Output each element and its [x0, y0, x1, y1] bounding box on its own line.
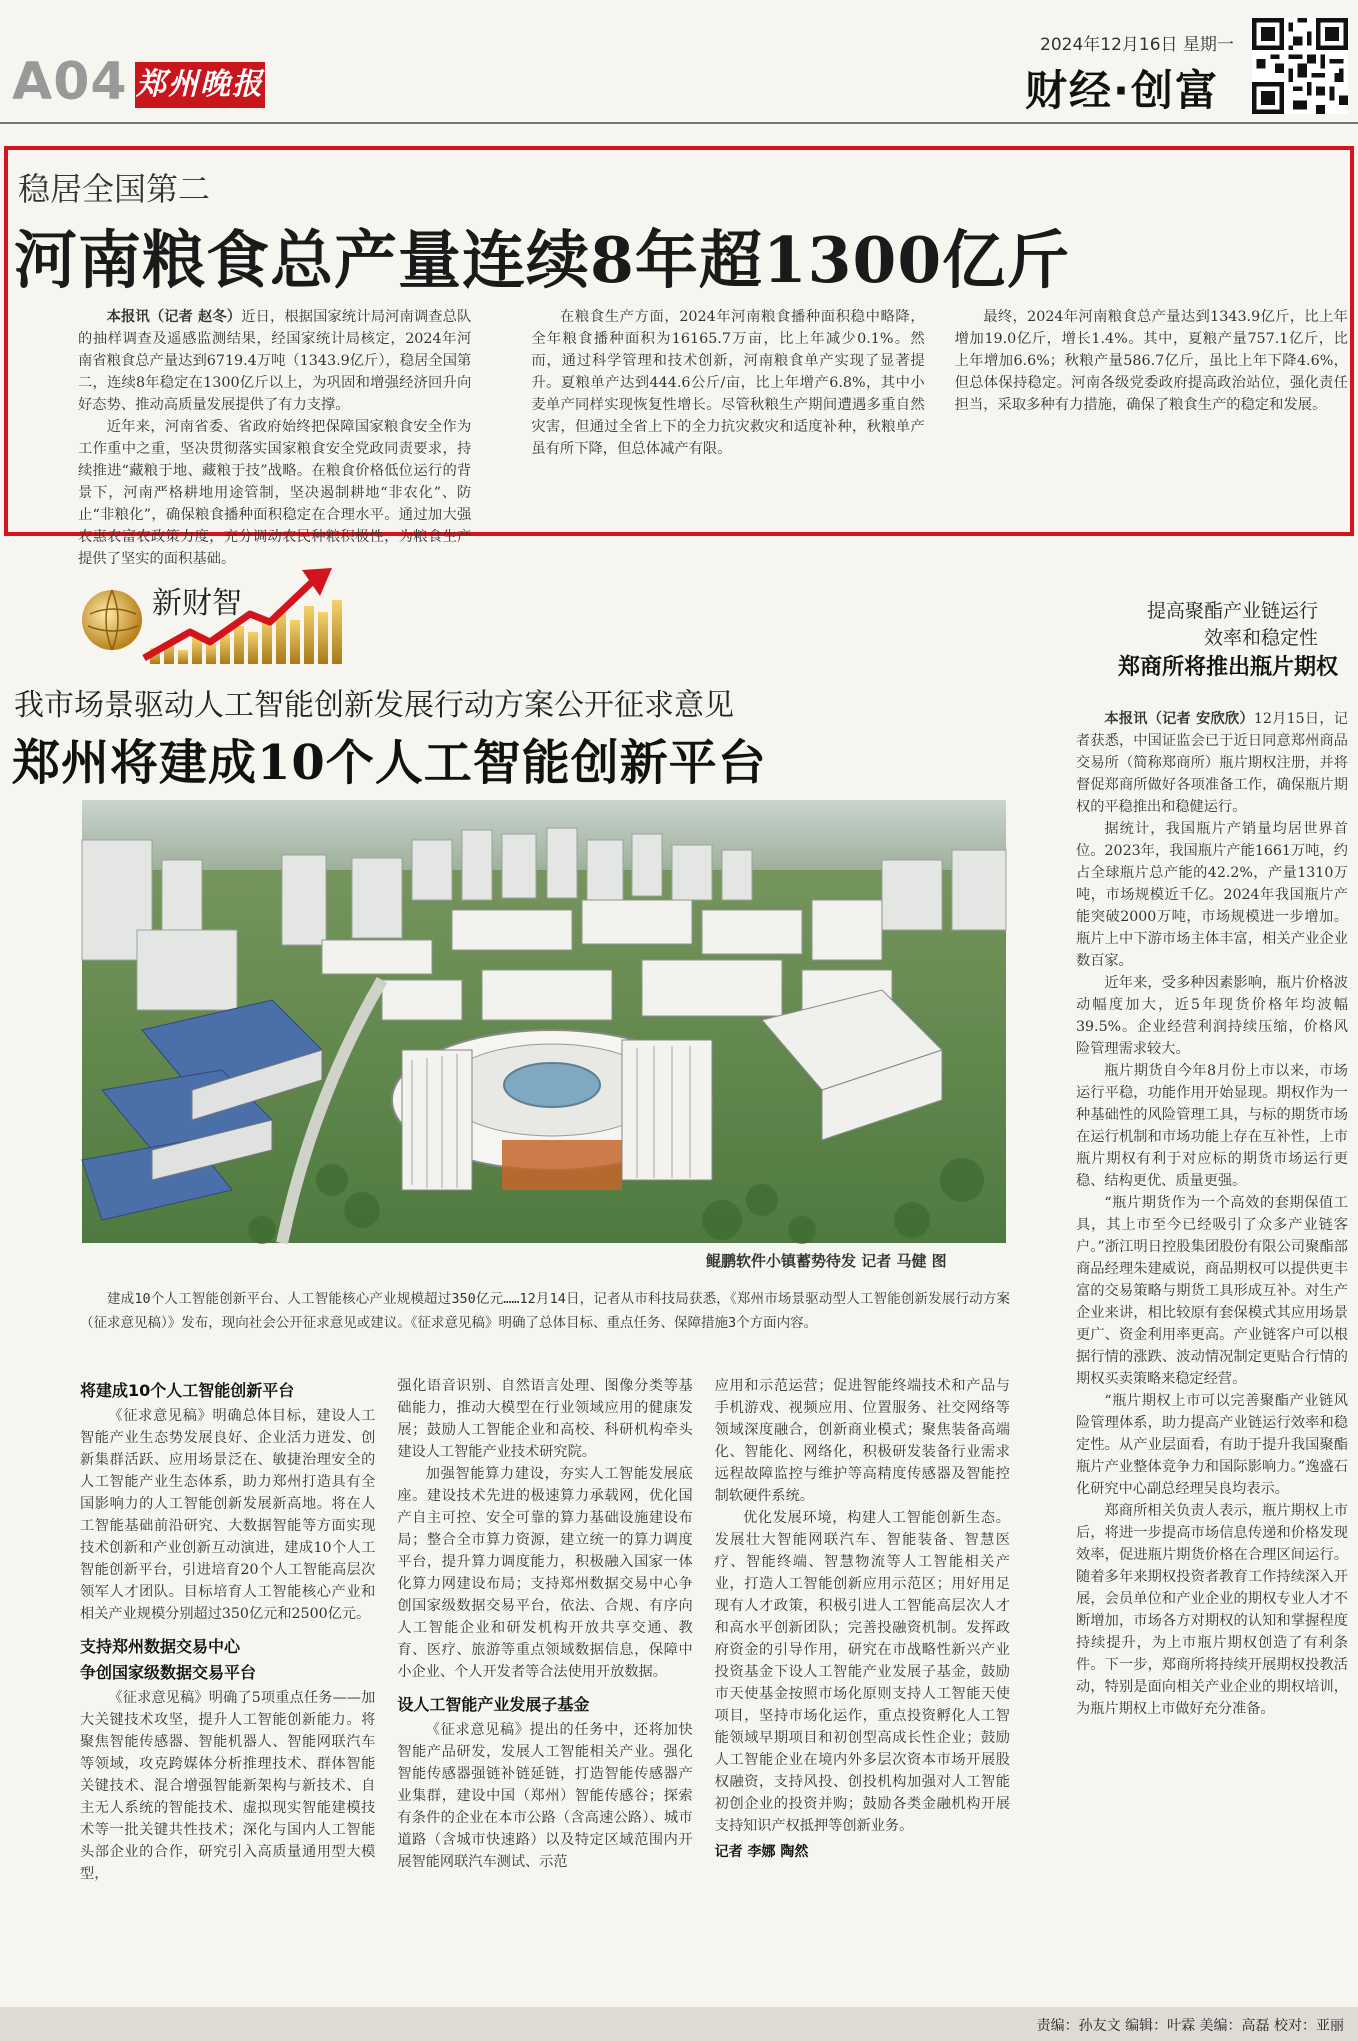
side-story-paragraph: 据统计，我国瓶片产销量均居世界首位。2023年，我国瓶片产能1661万吨，约占全球瓶片总产能的42.2%，产量1310万吨，市场规模近千亿。2024年我国瓶片产能突破2000万吨，市场规模进一步增加。瓶片上中下游市场主体丰富，相关产业企业数百家。: [1076, 821, 1348, 969]
top-story-headline: 河南粮食总产量连续8年超1300亿斤: [14, 223, 1071, 297]
top-story-paragraph: 最终，2024年河南粮食总产量达到1343.9亿斤，比上年增加19.0亿斤，增长1.4%。其中，夏粮产量757.1亿斤，比上年增加6.6%；秋粮产量586.7亿斤，虽比上年下降4.6%，但总体保持稳定。河南各级党委政府提高政治站位，强化责任担当，采取多种有力措施，确保了粮食生产的稳定和发展。: [954, 309, 1348, 413]
top-story-kicker: 稳居全国第二: [18, 170, 211, 208]
top-story-paragraph: 近年来，河南省委、省政府始终把保障国家粮食安全作为工作重中之重，坚决贯彻落实国家粮食安全党政同责要求，持续推进“藏粮于地、藏粮于技”战略。在粮食价格低位运行的背景下，河南严格耕地用途管制，坚决遏制耕地“非农化”、防止“非粮化”，确保粮食播种面积稳定在合理水平。通过加大强农惠农富农政策力度，充分调动农民种粮积极性，为粮食生产提供了坚实的面积基础。: [78, 419, 472, 567]
side-story-byline: 本报讯（记者 安欣欣）: [1104, 711, 1254, 727]
ai-story-headline: 郑州将建成10个人工智能创新平台: [12, 735, 767, 791]
section-title: 财经·创富: [1025, 66, 1219, 115]
top-story-paragraph: 在粮食生产方面，2024年河南粮食播种面积稳中略降，全年粮食播种面积为16165.7万亩，比上年减少0.1%。然而，通过科学管理和技术创新，河南粮食单产实现了显著提升。夏粮单产达到444.6公斤/亩，比上年增产6.8%，其中小麦单产同样实现恢复性增长。尽管秋粮生产期间遭遇多重自然灾害，但通过全省上下的全力抗灾救灾和适度补种，秋粮单产虽有所下降，但总体减产有限。: [531, 309, 925, 457]
paper-logo: 郑州晚报: [135, 62, 265, 108]
side-story-paragraph: 近年来，受多种因素影响，瓶片价格波动幅度加大，近5年现货价格年均波幅39.5%。企业经营利润持续压缩，价格风险管理需求较大。: [1076, 975, 1348, 1057]
side-story-kicker: 提高聚酯产业链运行: [1146, 600, 1318, 622]
ai-story-lede: 建成10个人工智能创新平台、人工智能核心产业规模超过350亿元……12月14日，记者从市科技局获悉，《郑州市场景驱动型人工智能创新发展行动方案（征求意见稿）》发布，现向社会公开征求意见或建议。《征求意见稿》明确了总体目标、重点任务、保障措施3个方面内容。: [80, 1291, 1010, 1331]
ai-story-kicker: 我市场景驱动人工智能创新发展行动方案公开征求意见: [14, 688, 734, 723]
ai-story-column: [715, 1375, 1010, 2025]
photo-caption: 鲲鹏软件小镇蓄势待发 记者 马健 图: [706, 1252, 947, 1270]
side-story-body: [1076, 708, 1348, 1720]
issue-date: 2024年12月16日 星期一: [1040, 35, 1234, 55]
qr-code-icon: [1252, 18, 1348, 114]
ai-reporter: 记者 李娜 陶然: [714, 1844, 809, 1860]
column-banner: [80, 560, 360, 668]
ai-paragraph: 优化发展环境，构建人工智能创新生态。发展壮大智能网联汽车、智能装备、智慧医疗、智能终端、智慧物流等人工智能相关产业，打造人工智能创新应用示范区；用好用足现有人才政策，积极引进人工智能高层次人才和高水平创新团队；完善投融资机制。发挥政府资金的引导作用，研究在市战略性新兴产业投资基金下设人工智能产业发展子基金，鼓励市天使基金按照市场化原则支持人工智能天使项目，坚持市场化运作，重点投资孵化人工智能领域早期项目和初创型高成长性企业；鼓励人工智能企业在境内外多层次资本市场开展股权融资，支持风投、创投机构加强对人工智能初创企业的投资并购；鼓励各类金融机构开展支持知识产权抵押等创新业务。: [714, 1510, 1010, 1834]
ai-story-body: [80, 1375, 1010, 2025]
masthead-rule: [0, 122, 1358, 124]
news-photo: [82, 800, 1006, 1243]
side-story-paragraph: 瓶片期货自今年8月份上市以来，市场运行平稳，功能作用开始显现。期权作为一种基础性的风险管理工具，与标的期货市场在运行机制和市场功能上存在互补性，上市瓶片期权有利于对应标的期货市场运行更稳、结构更优、质量更强。: [1076, 1063, 1348, 1189]
top-story-box: [4, 146, 1354, 567]
top-story-paragraph: 近日，根据国家统计局河南调查总队的抽样调查及遥感监测结果，经国家统计局核定，2024年河南省粮食总产量达到6719.4万吨（1343.9亿斤），稳居全国第二，连续8年稳定在1300亿斤以上，为巩固和增强经济回升向好态势、推动高质量发展提供了有力支撑。: [78, 309, 472, 413]
ai-subhead: 将建成10个人工智能创新平台: [80, 1381, 295, 1400]
page-footer: [0, 2007, 1358, 2041]
ai-story-column: [397, 1375, 692, 2025]
ai-subhead: 支持郑州数据交易中心: [80, 1637, 241, 1656]
side-story-headline: 郑商所将推出瓶片期权: [1117, 655, 1338, 680]
ai-paragraph: 《征求意见稿》明确了5项重点任务——加大关键技术攻坚，提升人工智能创新能力。将聚焦智能传感器、智能机器人、智能网联汽车等领域，攻克跨媒体分析推理技术、群体智能关键技术、混合增强智能新架构与新技术、自主无人系统的智能技术、虚拟现实智能建模技术等一批关键共性技术；深化与国内人工智能头部企业的合作，研究引入高质量通用型大模型，: [80, 1690, 376, 1882]
top-story-column: [78, 306, 472, 567]
masthead: [0, 0, 1358, 120]
top-story-column: [955, 306, 1348, 526]
side-story-paragraph: “瓶片期货作为一个高效的套期保值工具，其上市至今已经吸引了众多产业链客户。”浙江明日控股集团股份有限公司聚酯部商品经理朱建威说，商品期权可以提供更丰富的交易策略与期货工具形成互补。对生产企业来讲，相比较原有套保模式其应用场景更广、资金利用率更高。产业链客户可以根据行情的涨跌、波动情况制定更贴合行情的期权买卖策略来稳定经营。: [1076, 1195, 1348, 1387]
ai-subhead: 设人工智能产业发展子基金: [397, 1695, 590, 1714]
ai-paragraph: 应用和示范运营；促进智能终端技术和产品与手机游戏、视频应用、位置服务、社交网络等领域深度融合，创新商业模式；聚焦装备高端化、智能化、网络化，积极研发装备行业需求远程故障监控与维护等高精度传感器及智能控制软硬件系统。: [714, 1378, 1010, 1504]
page-number: A04: [12, 52, 128, 112]
ai-paragraph: 强化语音识别、自然语言处理、图像分类等基础能力，推动大模型在行业领域应用的健康发展；鼓励人工智能企业和高校、科研机构牵头建设人工智能产业技术研究院。: [397, 1378, 693, 1460]
ai-paragraph: 《征求意见稿》明确总体目标，建设人工智能产业生态势发展良好、企业活力迸发、创新集群活跃、应用场景泛在、敏捷治理安全的人工智能产业生态体系，助力郑州打造具有全国影响力的人工智能创新发展新高地。将在人工智能基础前沿研究、大数据智能等方面实现技术创新和产业创新互动演进，建成10个人工智能创新平台，引进培育20个人工智能高层次领军人才团队。目标培育人工智能核心产业和相关产业规模分别超过350亿元和2500亿元。: [80, 1408, 376, 1622]
ai-paragraph: 加强智能算力建设，夯实人工智能发展底座。建设技术先进的极速算力承载网，优化国产自主可控、安全可靠的算力基础设施建设布局；整合全市算力资源，建立统一的算力调度平台，提升算力调度能力，积极融入国家一体化算力网建设布局；支持郑州数据交易中心争创国家级数据交易平台，依法、合规、有序向人工智能企业和研发机构开放共享交通、教育、医疗、旅游等重点领域数据信息，保障中小企业、个人开发者等合法使用开放数据。: [397, 1466, 693, 1680]
side-story-kicker: 效率和稳定性: [1203, 627, 1318, 649]
ai-paragraph: 《征求意见稿》提出的任务中，还将加快智能产品研发，发展人工智能相关产业。强化智能传感器强链补链延链，打造智能传感器产业集群，建设中国（郑州）智能传感谷；探索有条件的企业在本市公路（含高速公路）、城市道路（含城市快速路）以及特定区域范围内开展智能网联汽车测试、示范: [397, 1722, 693, 1870]
column-banner-label: 新财智: [152, 586, 242, 621]
side-story-paragraph: “瓶片期权上市可以完善聚酯产业链风险管理体系，助力提高产业链运行效率和稳定性。从产业层面看，有助于提升我国聚酯瓶片产业整体竞争力和国际影响力。”逸盛石化研究中心副总经理吴良均表示。: [1076, 1393, 1348, 1497]
side-story: [1076, 598, 1348, 2023]
editor-credits: 责编：孙友文 编辑：叶霖 美编：高磊 校对：亚丽: [1036, 2018, 1344, 2034]
side-story-paragraph: 郑商所相关负责人表示，瓶片期权上市后，将进一步提高市场信息传递和价格发现效率，促进瓶片期货价格在合理区间运行。随着多年来期权投资者教育工作持续深入开展，会员单位和产业企业的期权专业人才不断增加，市场各方对期权的认知和掌握程度持续提升，为上市瓶片期权创造了有利条件。下一步，郑商所将持续开展期权投教活动，特别是面向相关产业企业的期权培训，为瓶片期权上市做好充分准备。: [1076, 1503, 1348, 1717]
ai-story-column: [80, 1375, 375, 2025]
top-story-byline: 本报讯（记者 赵冬）: [106, 309, 242, 325]
side-story-paragraph: 12月15日，记者获悉，中国证监会已于近日同意郑州商品交易所（简称郑商所）瓶片期权注册，并将督促郑商所做好各项准备工作，确保瓶片期权的平稳推出和稳健运行。: [1076, 711, 1348, 815]
ai-subhead: 争创国家级数据交易平台: [80, 1663, 257, 1682]
top-story-column: [531, 306, 924, 526]
top-story-body: [78, 306, 1348, 567]
aerial-campus-photo: [82, 800, 1006, 1243]
